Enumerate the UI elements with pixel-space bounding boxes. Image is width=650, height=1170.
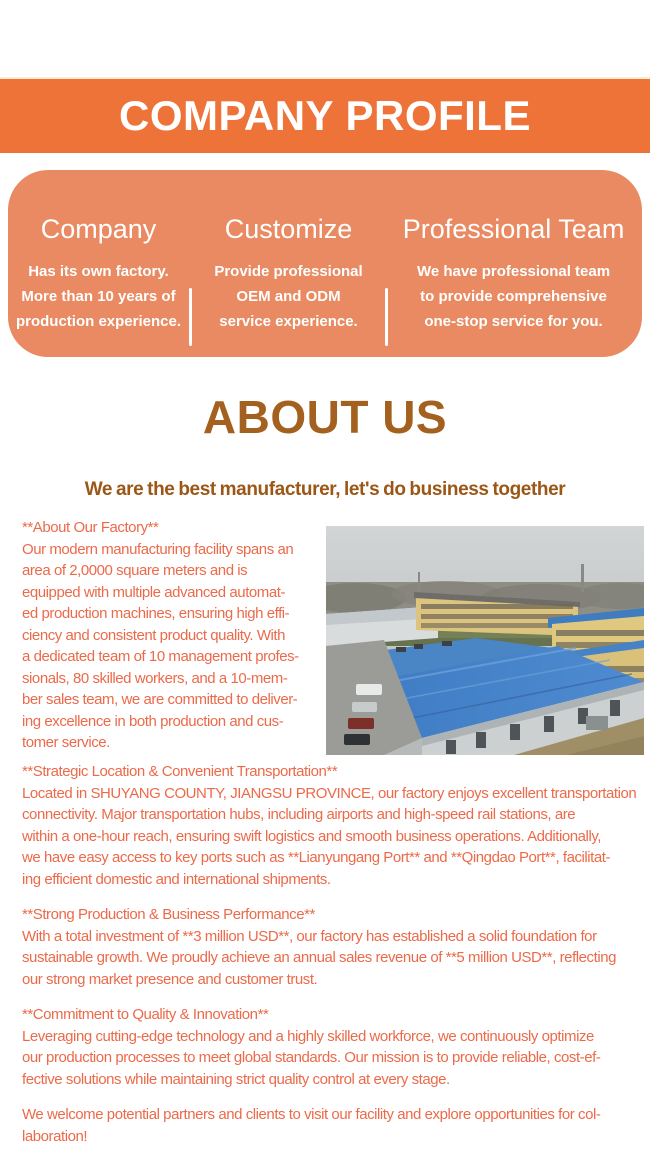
features-panel bbox=[8, 170, 642, 357]
feature-description: Provide professional OEM and ODM service experience. bbox=[214, 263, 363, 330]
paragraph-welcome: We welcome potential partners and clients to visit our facility and explore opportunities for col- laboration! bbox=[22, 1106, 601, 1145]
banner-title: COMPANY PROFILE bbox=[119, 92, 531, 139]
about-us-heading: ABOUT US bbox=[202, 391, 448, 443]
paragraph-performance: **Strong Production & Business Performance** With a total investment of **3 million USD**, our factory has established a solid foundation for sustainable growth. We proudly achieve an annual sales revenue of **5 million USD**, reflecting our strong market presence and customer trust. bbox=[22, 906, 616, 988]
paragraph-about-factory: **About Our Factory** Our modern manufacturing facility spans an area of 2,0000 square meters and is equipped with multiple advanced automat- ed production machines, ensuring high effi- ciency and consistent product quality. With a dedicated team of 10 management profes- sionals, 80 skilled workers, and a 10-mem- ber sales team, we are committed to deliver- ing excellence in both production and cus- tomer service. bbox=[22, 519, 299, 751]
feature-title: Company bbox=[40, 214, 157, 244]
factory-aerial-photo bbox=[326, 526, 644, 755]
paragraph-location: **Strategic Location & Convenient Transportation** Located in SHUYANG COUNTY, JIANGSU PROVINCE, our factory enjoys excellent transportation connectivity. Major transportation hubs, including airports and high-speed rail stations, are within a one-hour reach, ensuring swift logistics and smooth business operations. Additionally, we have easy access to key ports such as **Lianyungang Port** and **Qingdao Port**, facilitat- ing efficient domestic and international shipments. bbox=[22, 763, 637, 888]
paragraph-commitment: **Commitment to Quality & Innovation** Leveraging cutting-edge technology and a highly skilled workforce, we continuously optimize our production processes to meet global standards. Our mission is to provide reliable, cost-ef- fective solutions while maintaining strict quality control at every stage. bbox=[22, 1006, 601, 1088]
feature-column-company bbox=[8, 214, 189, 357]
feature-column-professional-team bbox=[388, 214, 639, 357]
about-content bbox=[22, 517, 650, 1147]
feature-column-customize bbox=[192, 214, 385, 357]
intro-row bbox=[22, 517, 650, 755]
feature-title: Professional Team bbox=[402, 214, 625, 244]
company-profile-banner bbox=[0, 77, 650, 153]
feature-description: We have professional team to provide comprehensive one-stop service for you. bbox=[416, 263, 611, 330]
feature-description: Has its own factory. More than 10 years of production experience. bbox=[15, 263, 182, 330]
about-us-subtitle: We are the best manufacturer, let's do business together bbox=[84, 479, 566, 500]
feature-title: Customize bbox=[224, 214, 353, 244]
